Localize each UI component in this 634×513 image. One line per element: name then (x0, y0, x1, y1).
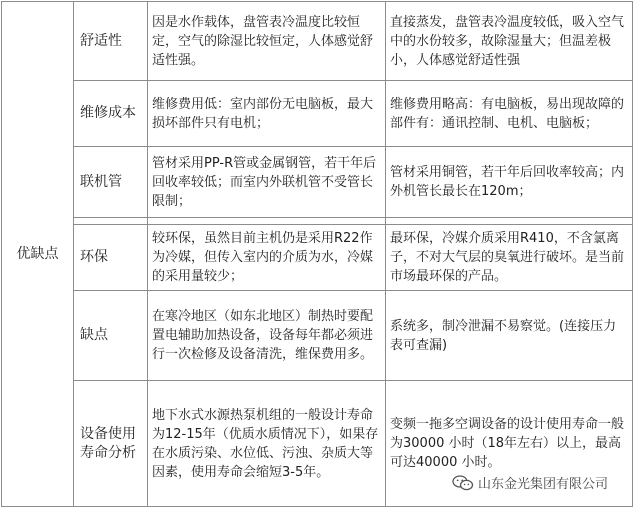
comparison-table (1, 1, 633, 507)
cell-col-a: 较环保，虽然目前主机仍是采用R22作为冷媒，但传入室内的介质为水，冷媒的采用量较少； (148, 225, 386, 291)
table-row-spacer (2, 218, 633, 225)
table-row (2, 2, 633, 81)
cell-col-b: 变频一拖多空调设备的设计使用寿命一般为30000 小时（18年左右）以上，最高可达40000 小时。 (386, 381, 633, 507)
row-label-disadvantages: 缺点 (74, 291, 148, 381)
cell-col-a: 在寒冷地区（如东北地区）制热时要配置电辅助加热设备，设备每年都必须进行一次检修及设备清洗，维保费用多。 (148, 291, 386, 381)
row-label-connecting-pipe: 联机管 (74, 147, 148, 218)
cell-empty (148, 218, 386, 225)
row-label-service-life: 设备使用寿命分析 (74, 381, 148, 507)
row-label-empty (74, 218, 148, 225)
cell-col-b: 最环保，冷媒介质采用R410，不含氯离子，不对大气层的臭氧进行破坏。是当前市场最环保的产品。 (386, 225, 633, 291)
category-cell: 优缺点 (2, 2, 74, 507)
table-row (2, 225, 633, 291)
cell-col-a: 管材采用PP-R管或金属钢管，若干年后回收率较低；而室内外联机管不受管长限制； (148, 147, 386, 218)
cell-empty (386, 218, 633, 225)
cell-col-a: 维修费用低：室内部份无电脑板，最大损坏部件只有电机； (148, 81, 386, 147)
cell-col-b: 维修费用略高：有电脑板，易出现故障的部件有：通讯控制、电机、电脑板； (386, 81, 633, 147)
table-row (2, 147, 633, 218)
wechat-icon (452, 474, 474, 492)
row-label-maintenance-cost: 维修成本 (74, 81, 148, 147)
row-label-environmental: 环保 (74, 225, 148, 291)
row-label-comfort: 舒适性 (74, 2, 148, 81)
watermark-text: 山东金光集团有限公司 (477, 477, 608, 492)
cell-col-b: 系统多，制冷泄漏不易察觉。(连接压力表可查漏) (386, 291, 633, 381)
cell-col-b: 管材采用铜管，若干年后回收率较高；内外机管长最长在120m； (386, 147, 633, 218)
cell-col-a: 地下水式水源热泵机组的一般设计寿命为12-15年（优质水质情况下），如果存在水质污染、水位低、污浊、杂质大等因素，使用寿命会缩短3-5年。 (148, 381, 386, 507)
cell-col-b: 直接蒸发，盘管表冷温度较低，吸入空气中的水份较多，故除湿量大；但温差极小，人体感觉舒适性强 (386, 2, 633, 81)
table-row (2, 291, 633, 381)
cell-col-a: 因是水作载体，盘管表冷温度比较恒定，空气的除湿比较恒定，人体感觉舒适性强。 (148, 2, 386, 81)
watermark (448, 472, 612, 493)
table-row (2, 81, 633, 147)
